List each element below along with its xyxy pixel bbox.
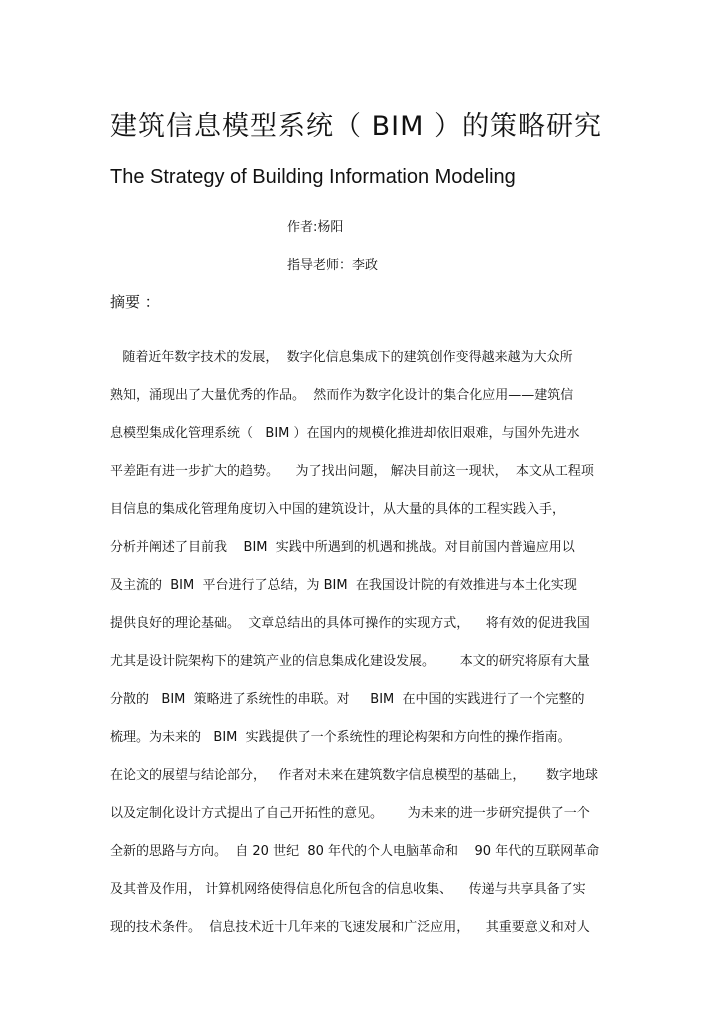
abstract-line: 现的技术条件。 信息技术近十几年来的飞速发展和广泛应用， 其重要意义和对人 — [110, 920, 590, 935]
abstract-line: 分散的 BIM 策略进了系统性的串联。对 BIM 在中国的实践进行了一个完整的 — [110, 692, 585, 707]
abstract-line: 以及定制化设计方式提出了自己开拓性的意见。 为未来的进一步研究提供了一个 — [110, 806, 590, 821]
abstract-line: 全新的思路与方向。 自 20 世纪 80 年代的个人电脑革命和 90 年代的互联网革命 — [110, 844, 600, 859]
abstract-line: 及其普及作用， 计算机网络使得信息化所包含的信息收集、 传递与共享具备了实 — [110, 882, 586, 897]
author-line: 作者:杨阳 — [287, 220, 344, 235]
abstract-line: 熟知，涌现出了大量优秀的作品。 然而作为数字化设计的集合化应用——建筑信 — [110, 388, 574, 403]
abstract-line: 目信息的集成化管理角度切入中国的建筑设计，从大量的具体的工程实践入手， — [110, 502, 566, 517]
title-english: The Strategy of Building Information Modeling — [110, 166, 516, 188]
abstract-line: 梳理。为未来的 BIM 实践提供了一个系统性的理论构架和方向性的操作指南。 — [110, 730, 571, 745]
abstract-line: 息模型集成化管理系统（ BIM ）在国内的规模化推进却依旧艰难，与国外先进水 — [110, 426, 580, 441]
abstract-line: 及主流的 BIM 平台进行了总结，为 BIM 在我国设计院的有效推进与本土化实现 — [110, 578, 577, 593]
advisor-line: 指导老师：李政 — [287, 258, 379, 273]
abstract-heading: 摘要 ： — [110, 293, 160, 311]
abstract-line: 提供良好的理论基础。 文章总结出的具体可操作的实现方式， 将有效的促进我国 — [110, 616, 590, 631]
title-chinese: 建筑信息模型系统（ BIM ）的策略研究 — [110, 111, 602, 142]
abstract-line: 分析并阐述了目前我 BIM 实践中所遇到的机遇和挑战。对目前国内普遍应用以 — [110, 540, 575, 555]
abstract-line: 平差距有进一步扩大的趋势。 为了找出问题， 解决目前这一现状， 本文从工程项 — [110, 464, 594, 479]
abstract-line: 尤其是设计院架构下的建筑产业的信息集成化建设发展。 本文的研究将原有大量 — [110, 654, 590, 669]
abstract-line: 在论文的展望与结论部分， 作者对未来在建筑数字信息模型的基础上， 数字地球 — [110, 768, 599, 783]
abstract-line: 随着近年数字技术的发展， 数字化信息集成下的建筑创作变得越来越为大众所 — [110, 350, 573, 365]
